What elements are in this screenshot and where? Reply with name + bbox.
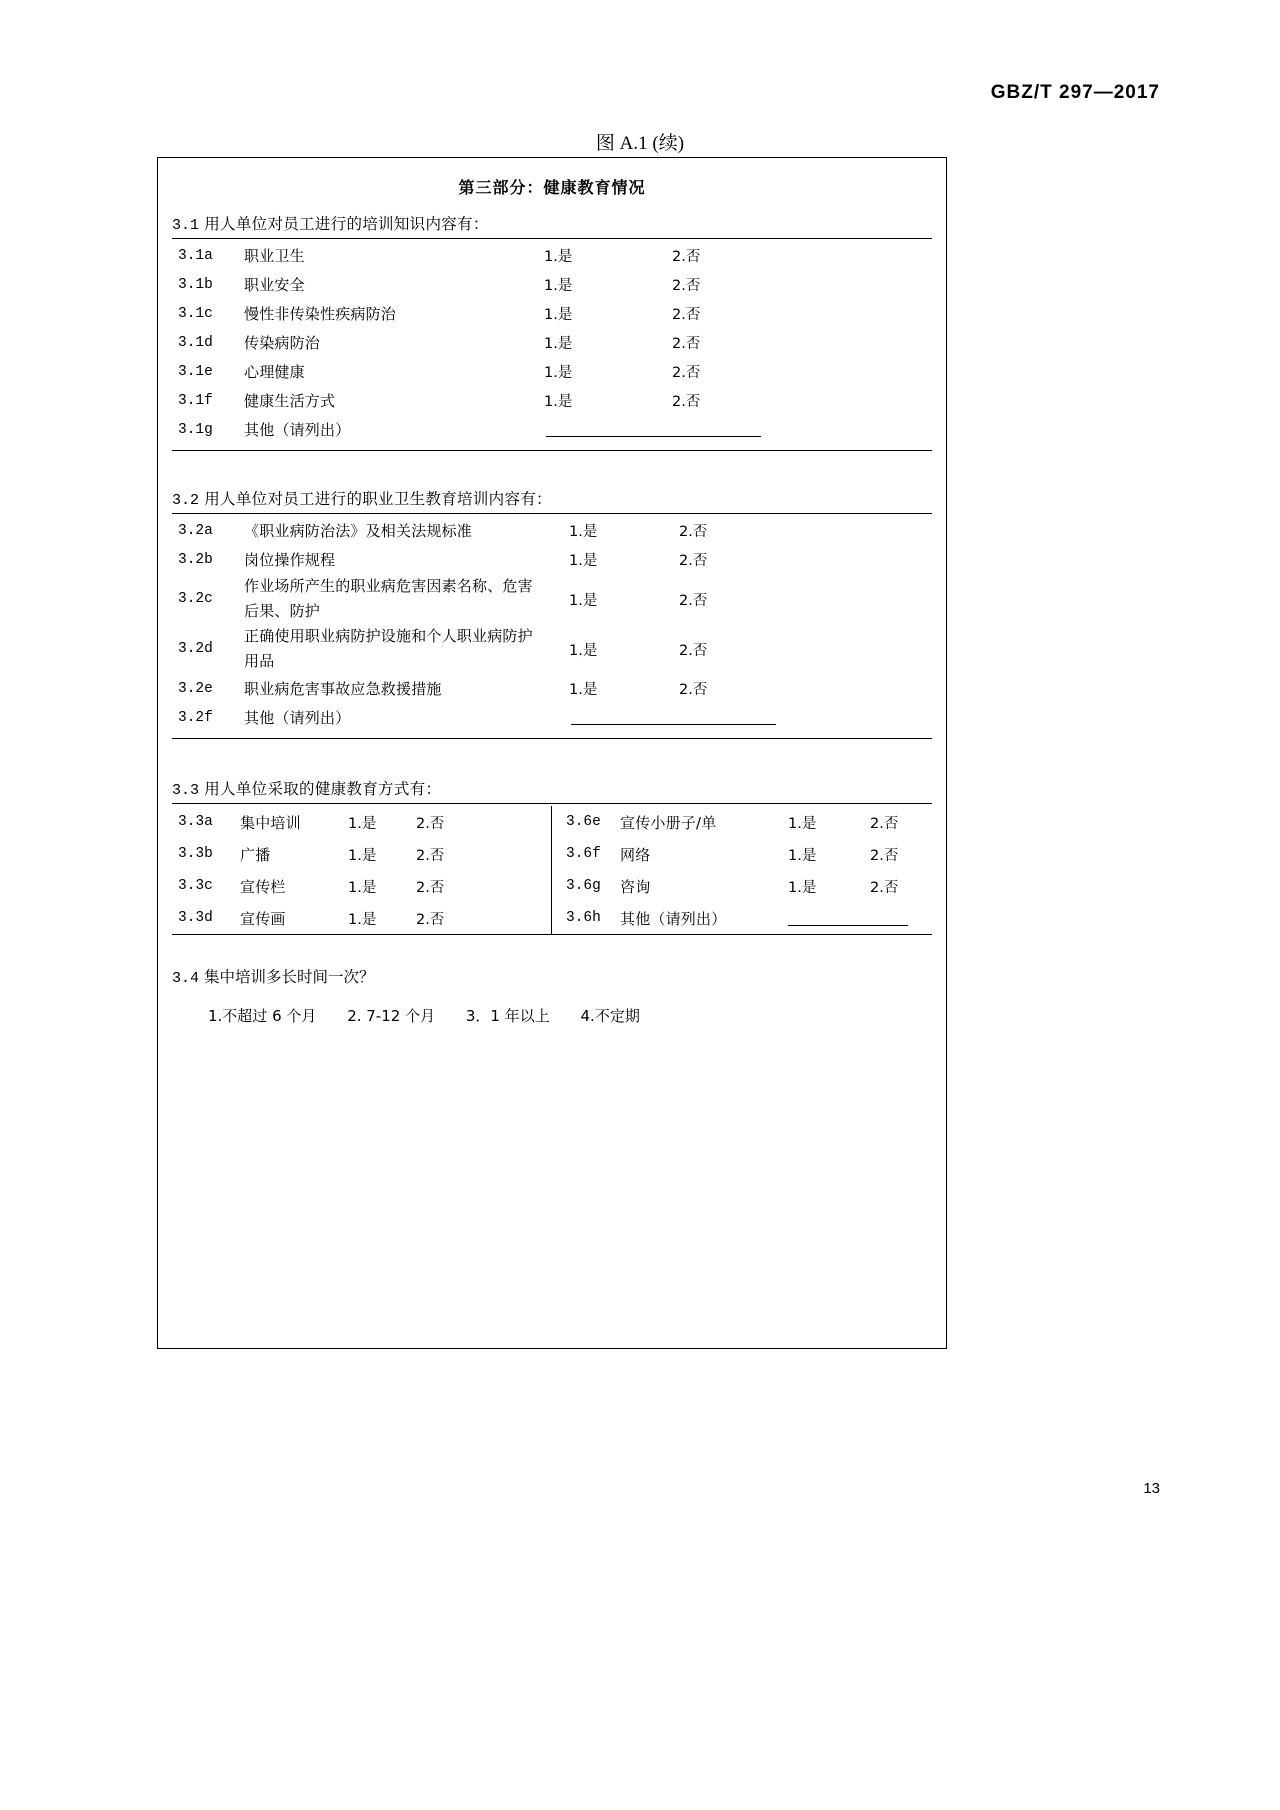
question-code: 3.3b xyxy=(178,846,213,862)
option-no[interactable]: 2.否 xyxy=(870,879,899,896)
question-row-other xyxy=(172,703,932,732)
question-code: 3.2d xyxy=(178,641,213,657)
page-number: 13 xyxy=(1143,1480,1160,1497)
option-yes[interactable]: 1.是 xyxy=(544,336,573,352)
option-no[interactable]: 2.否 xyxy=(672,249,701,265)
question-row xyxy=(172,357,932,386)
question-3-4-number: 3.4 xyxy=(172,970,200,987)
option-yes[interactable]: 1.是 xyxy=(569,642,598,659)
question-row xyxy=(172,299,932,328)
question-code: 3.6f xyxy=(566,846,601,862)
question-row xyxy=(172,241,932,270)
option-yes[interactable]: 1.是 xyxy=(788,879,817,896)
question-code: 3.2e xyxy=(178,680,213,697)
question-row xyxy=(172,516,932,545)
option-no[interactable]: 2.否 xyxy=(679,524,708,540)
section-3-1 xyxy=(158,212,946,451)
question-3-4-options xyxy=(172,1005,932,1026)
option-yes[interactable]: 1.是 xyxy=(569,592,598,609)
section-3-1-rows xyxy=(172,241,932,451)
section-3-1-number: 3.1 xyxy=(172,217,200,234)
section-3-3-left-column xyxy=(172,806,552,934)
option-no[interactable]: 2.否 xyxy=(679,592,708,609)
question-label: 职业病危害事故应急救援措施 xyxy=(244,680,442,698)
question-row xyxy=(172,806,551,838)
option-yes[interactable]: 1.是 xyxy=(544,394,573,410)
question-row xyxy=(172,328,932,357)
option-3[interactable]: 3．1 年以上 xyxy=(465,1007,550,1025)
question-row xyxy=(552,806,932,838)
question-row xyxy=(172,270,932,299)
question-code: 3.1g xyxy=(178,421,213,438)
option-no[interactable]: 2.否 xyxy=(672,278,701,294)
question-label: 慢性非传染性疾病防治 xyxy=(244,305,397,323)
section-3-2-number: 3.2 xyxy=(172,492,200,509)
option-no[interactable]: 2.否 xyxy=(416,847,445,864)
question-3-4-heading xyxy=(172,965,932,987)
question-row xyxy=(172,624,932,674)
option-yes[interactable]: 1.是 xyxy=(569,553,598,569)
other-input-line[interactable] xyxy=(788,911,908,926)
question-label: 集中培训 xyxy=(240,813,301,832)
standard-number: GBZ/T 297—2017 xyxy=(990,82,1160,103)
option-no[interactable]: 2.否 xyxy=(672,365,701,381)
question-row xyxy=(172,902,551,934)
option-yes[interactable]: 1.是 xyxy=(544,249,573,265)
option-no[interactable]: 2.否 xyxy=(679,553,708,569)
question-label: 广播 xyxy=(240,845,271,864)
other-input-line[interactable] xyxy=(571,710,776,725)
section-3-1-heading xyxy=(172,212,932,239)
section-3-3-number: 3.3 xyxy=(172,782,200,799)
option-yes[interactable]: 1.是 xyxy=(544,278,573,294)
option-yes[interactable]: 1.是 xyxy=(348,911,377,928)
option-yes[interactable]: 1.是 xyxy=(348,879,377,896)
option-no[interactable]: 2.否 xyxy=(672,336,701,352)
question-row xyxy=(172,386,932,415)
question-code: 3.2c xyxy=(178,591,213,607)
section-3-2-text: 用人单位对员工进行的职业卫生教育培训内容有： xyxy=(204,490,552,508)
option-no[interactable]: 2.否 xyxy=(870,847,899,864)
question-3-4-text: 集中培训多长时间一次？ xyxy=(203,968,375,986)
option-no[interactable]: 2.否 xyxy=(672,307,701,323)
question-label: 心理健康 xyxy=(244,363,305,381)
question-code: 3.1b xyxy=(178,276,213,293)
section-3-3-heading xyxy=(172,777,932,804)
question-label: 《职业病防治法》及相关法规标准 xyxy=(244,522,473,540)
option-no[interactable]: 2.否 xyxy=(416,815,445,832)
question-code: 3.1f xyxy=(178,392,213,409)
option-no[interactable]: 2.否 xyxy=(870,815,899,832)
question-label: 咨询 xyxy=(620,877,651,896)
question-label: 健康生活方式 xyxy=(244,392,336,410)
option-no[interactable]: 2.否 xyxy=(679,642,708,659)
form-title: 第三部分：健康教育情况 xyxy=(458,178,646,197)
option-yes[interactable]: 1.是 xyxy=(788,815,817,832)
question-label-line1: 正确使用职业病防护设施和个人职业病防护 xyxy=(244,627,533,645)
section-3-2 xyxy=(158,487,946,739)
question-label: 其他（请列出） xyxy=(620,909,727,928)
question-label: 其他（请列出） xyxy=(244,421,351,439)
question-label: 职业安全 xyxy=(244,276,305,294)
question-row xyxy=(172,574,932,624)
option-4[interactable]: 4.不定期 xyxy=(580,1007,640,1025)
question-3-4 xyxy=(158,965,946,1026)
question-code: 3.1a xyxy=(178,247,213,264)
question-code: 3.3a xyxy=(178,814,213,830)
question-row xyxy=(172,870,551,902)
question-code: 3.1d xyxy=(178,334,213,351)
option-yes[interactable]: 1.是 xyxy=(569,682,598,698)
question-code: 3.6h xyxy=(566,910,601,926)
question-row xyxy=(172,674,932,703)
option-yes[interactable]: 1.是 xyxy=(348,847,377,864)
question-label: 职业卫生 xyxy=(244,247,305,265)
question-label-line2: 后果、防护 xyxy=(244,602,321,620)
question-label xyxy=(244,624,569,674)
section-3-3-text: 用人单位采取的健康教育方式有： xyxy=(204,780,442,798)
section-3-2-rows xyxy=(172,516,932,739)
option-no[interactable]: 2.否 xyxy=(416,911,445,928)
option-yes[interactable]: 1.是 xyxy=(569,524,598,540)
other-input-line[interactable] xyxy=(546,422,761,437)
question-label: 其他（请列出） xyxy=(244,709,351,727)
option-yes[interactable]: 1.是 xyxy=(788,847,817,864)
question-code: 3.6e xyxy=(566,814,601,830)
question-code: 3.3d xyxy=(178,910,213,926)
question-label: 岗位操作规程 xyxy=(244,551,336,569)
question-label-line1: 作业场所产生的职业病危害因素名称、危害 xyxy=(244,577,533,595)
section-3-3 xyxy=(158,777,946,935)
question-code: 3.2b xyxy=(178,551,213,568)
question-label: 宣传小册子/单 xyxy=(620,813,717,832)
question-code: 3.1e xyxy=(178,363,213,380)
question-label-line2: 用品 xyxy=(244,652,275,670)
question-row xyxy=(552,870,932,902)
section-3-3-right-column xyxy=(552,806,932,934)
figure-caption: 图 A.1 (续) xyxy=(595,133,685,154)
question-label xyxy=(244,574,569,624)
question-row-other xyxy=(172,415,932,444)
option-no[interactable]: 2.否 xyxy=(672,394,701,410)
question-code: 3.2a xyxy=(178,522,213,539)
question-code: 3.3c xyxy=(178,878,213,894)
option-2[interactable]: 2. 7-12 个月 xyxy=(347,1007,436,1025)
question-code: 3.1c xyxy=(178,305,213,322)
section-3-2-heading xyxy=(172,487,932,514)
question-row xyxy=(552,838,932,870)
option-1[interactable]: 1.不超过 6 个月 xyxy=(208,1007,317,1025)
question-row-other xyxy=(552,902,932,934)
option-yes[interactable]: 1.是 xyxy=(544,365,573,381)
section-3-3-grid xyxy=(172,806,932,935)
question-label: 传染病防治 xyxy=(244,334,321,352)
questionnaire-form xyxy=(157,157,947,1349)
question-row xyxy=(172,838,551,870)
option-no[interactable]: 2.否 xyxy=(679,682,708,698)
question-row xyxy=(172,545,932,574)
question-label: 网络 xyxy=(620,845,651,864)
question-code: 3.6g xyxy=(566,878,601,894)
option-no[interactable]: 2.否 xyxy=(416,879,445,896)
option-yes[interactable]: 1.是 xyxy=(348,815,377,832)
section-3-1-text: 用人单位对员工进行的培训知识内容有： xyxy=(204,215,489,233)
question-code: 3.2f xyxy=(178,709,213,726)
question-label: 宣传栏 xyxy=(240,877,286,896)
option-yes[interactable]: 1.是 xyxy=(544,307,573,323)
question-label: 宣传画 xyxy=(240,909,286,928)
